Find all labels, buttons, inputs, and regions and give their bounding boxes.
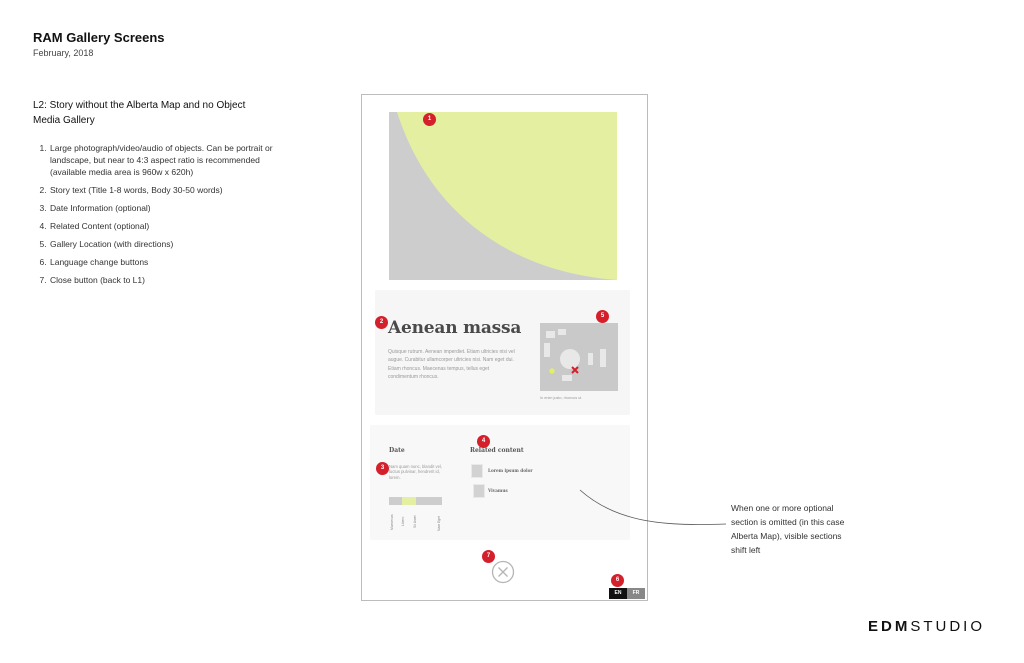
related-thumbnail[interactable] <box>473 484 485 498</box>
annotation-connector-line <box>578 488 728 530</box>
floorplan-icon <box>540 323 618 391</box>
marker-3: 3 <box>376 462 389 475</box>
date-timeline <box>389 497 442 505</box>
media-placeholder <box>389 112 617 280</box>
story-body: Quisque rutrum. Aenean imperdiet. Etiam ultricies nisi vel augue. Curabitur ullamcorper ultricies nisi. Nam eget dui. Etiam rhoncus. Maecenas tempus, tellus eget condimentum rhoncus. <box>388 349 515 381</box>
brand-part-2: STUDIO <box>910 618 986 635</box>
language-en-button[interactable]: EN <box>609 588 627 599</box>
story-title: Aenean massa <box>388 318 522 338</box>
related-heading: Related content <box>470 447 524 454</box>
marker-2: 2 <box>375 316 388 329</box>
document-date: February, 2018 <box>33 48 94 58</box>
marker-1: 1 <box>423 113 436 126</box>
timeline-label: Nam Eget <box>437 515 441 531</box>
marker-7: 7 <box>482 550 495 563</box>
related-item-label[interactable]: Lorem ipsum dolor <box>488 468 533 473</box>
marker-6: 6 <box>611 574 624 587</box>
map-caption: In enim justo, rhoncus ut <box>540 396 582 400</box>
gallery-location-map[interactable] <box>540 323 618 391</box>
document-title: RAM Gallery Screens <box>33 30 165 45</box>
brand-logo <box>868 618 985 635</box>
brand-part-1: EDM <box>868 618 911 635</box>
marker-5: 5 <box>596 310 609 323</box>
date-body: Nam quam nunc, blandit vel, luctus pulvinar, hendrerit id, lorem. <box>389 464 443 480</box>
section-title: L2: Story without the Alberta Map and no Object Media Gallery <box>33 100 246 126</box>
list-item: 2. Story text (Title 1-8 words, Body 30-50 words) <box>49 184 285 196</box>
marker-4: 4 <box>477 435 490 448</box>
timeline-label: Sit Amet <box>413 515 417 528</box>
list-item: 6. Language change buttons <box>49 256 285 268</box>
list-item: 1. Large photograph/video/audio of objects. Can be portrait or landscape, but near to 4:3 aspect ratio is recommended (available media area is 960w x 620h) <box>49 142 285 178</box>
timeline-label: Maecenas <box>390 514 394 530</box>
timeline-label: Libero <box>401 516 405 526</box>
list-item: 5. Gallery Location (with directions) <box>49 238 285 250</box>
close-button[interactable] <box>491 560 515 584</box>
list-item: 3. Date Information (optional) <box>49 202 285 214</box>
annotation-note: When one or more optional section is omitted (in this case Alberta Map), visible sections shift left <box>731 503 845 555</box>
list-item: 4. Related Content (optional) <box>49 220 285 232</box>
requirements-list <box>36 142 285 292</box>
related-thumbnail[interactable] <box>471 464 483 478</box>
related-item-label[interactable]: Vivamus <box>488 488 508 493</box>
language-fr-button[interactable]: FR <box>627 588 645 599</box>
date-heading: Date <box>389 447 405 454</box>
list-item: 7. Close button (back to L1) <box>49 274 285 286</box>
